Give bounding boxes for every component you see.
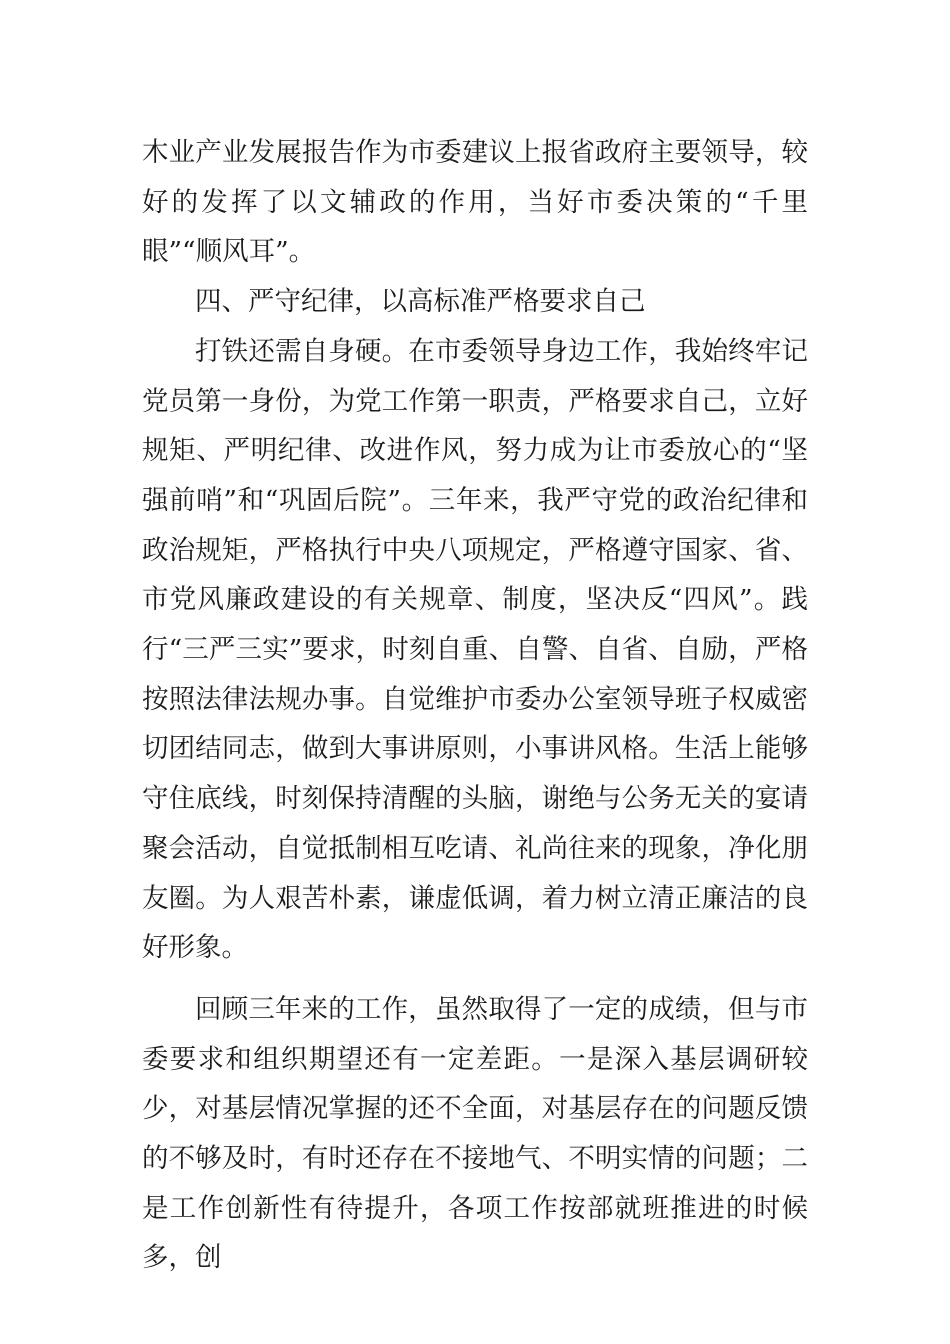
- continuation-paragraph: 木业产业发展报告作为市委建议上报省政府主要领导，较好的发挥了以文辅政的作用，当好市委决策的“千里眼”“顺风耳”。: [142, 137, 808, 268]
- body-paragraph-review: 回顾三年来的工作，虽然取得了一定的成绩，但与市委要求和组织期望还有一定差距。一是深入基层调研较少，对基层情况掌握的还不全面，对基层存在的问题反馈的不够及时，有时还存在不接地气、不明实情的问题；二是工作创新性有待提升，各项工作按部就班推进的时候多，创: [142, 993, 808, 1274]
- document-body: [142, 128, 808, 1283]
- body-paragraph-discipline: 打铁还需自身硬。在市委领导身边工作，我始终牢记党员第一身份，为党工作第一职责，严格要求自己，立好规矩、严明纪律、改进作风，努力成为让市委放心的“坚强前哨”和“巩固后院”。三年来，我严守党的政治纪律和政治规矩，严格执行中央八项规定，严格遵守国家、省、市党风廉政建设的有关规章、制度，坚决反“四风”。践行“三严三实”要求，时刻自重、自警、自省、自励，严格按照法律法规办事。自觉维护市委办公室领导班子权威密切团结同志，做到大事讲原则，小事讲风格。生活上能够守住底线，时刻保持清醒的头脑，谢绝与公务无关的宴请聚会活动，自觉抵制相互吃请、礼尚往来的现象，净化朋友圈。为人艰苦朴素，谦虚低调，着力树立清正廉洁的良好形象。: [142, 335, 808, 964]
- section-heading: 四、严守纪律，以高标准严格要求自己: [195, 286, 646, 318]
